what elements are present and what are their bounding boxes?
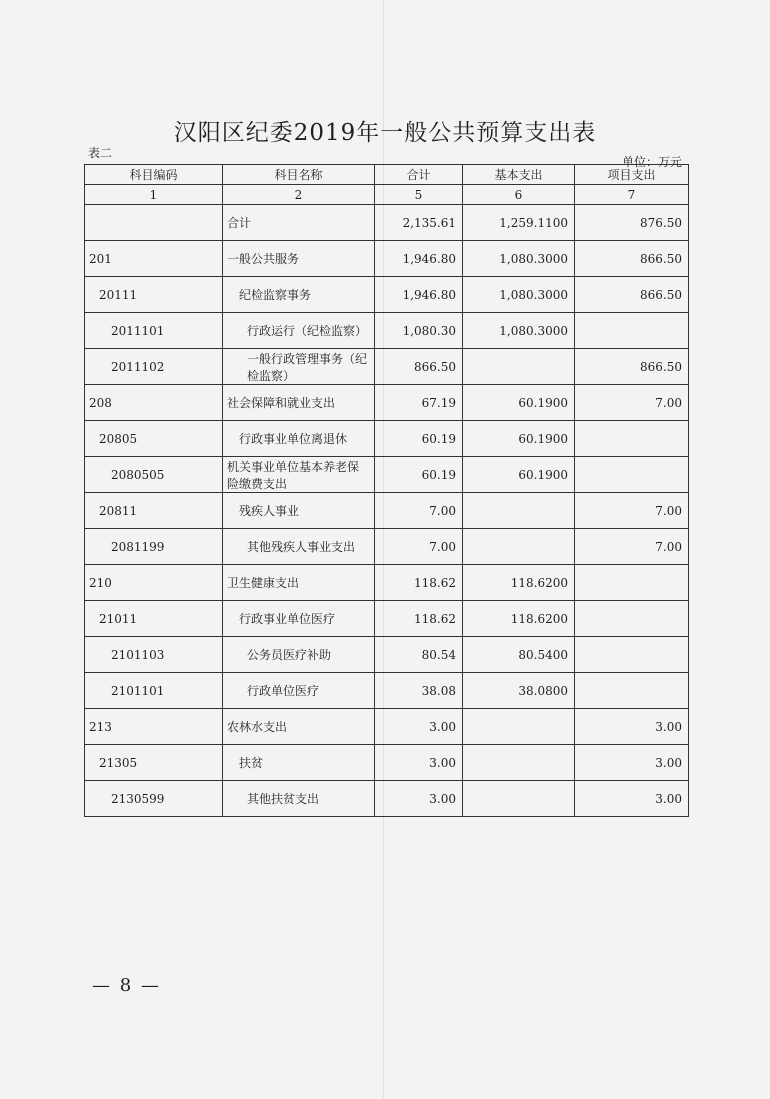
basic-cell: 118.6200 <box>463 565 575 601</box>
basic-cell: 60.1900 <box>463 457 575 493</box>
table-row <box>85 457 689 493</box>
basic-cell <box>463 349 575 385</box>
name-cell: 扶贫 <box>223 745 375 781</box>
column-number: 6 <box>463 185 575 205</box>
table-row <box>85 205 689 241</box>
name-cell: 合计 <box>223 205 375 241</box>
table-row <box>85 277 689 313</box>
page-number: — 8 — <box>92 975 161 996</box>
project-cell: 866.50 <box>575 277 689 313</box>
project-cell: 3.00 <box>575 781 689 817</box>
project-cell <box>575 421 689 457</box>
basic-cell: 1,080.3000 <box>463 277 575 313</box>
name-cell: 社会保障和就业支出 <box>223 385 375 421</box>
project-cell <box>575 565 689 601</box>
basic-cell: 118.6200 <box>463 601 575 637</box>
code-cell: 213 <box>85 709 223 745</box>
table-row <box>85 781 689 817</box>
project-cell: 7.00 <box>575 529 689 565</box>
code-cell: 2081199 <box>85 529 223 565</box>
total-cell: 38.08 <box>375 673 463 709</box>
table-row <box>85 349 689 385</box>
basic-cell: 1,259.1100 <box>463 205 575 241</box>
code-cell: 20811 <box>85 493 223 529</box>
total-cell: 1,080.30 <box>375 313 463 349</box>
table-row <box>85 673 689 709</box>
total-cell: 67.19 <box>375 385 463 421</box>
column-number: 5 <box>375 185 463 205</box>
column-number-row <box>85 185 689 205</box>
header-basic: 基本支出 <box>463 165 575 185</box>
project-cell: 866.50 <box>575 241 689 277</box>
name-cell: 卫生健康支出 <box>223 565 375 601</box>
total-cell: 866.50 <box>375 349 463 385</box>
name-cell: 其他扶贫支出 <box>223 781 375 817</box>
code-cell: 2130599 <box>85 781 223 817</box>
table-row <box>85 313 689 349</box>
header-code: 科目编码 <box>85 165 223 185</box>
total-cell: 1,946.80 <box>375 277 463 313</box>
project-cell: 7.00 <box>575 385 689 421</box>
total-cell: 3.00 <box>375 709 463 745</box>
table-row <box>85 493 689 529</box>
name-cell: 公务员医疗补助 <box>223 637 375 673</box>
table-row <box>85 385 689 421</box>
header-project: 项目支出 <box>575 165 689 185</box>
basic-cell: 60.1900 <box>463 421 575 457</box>
basic-cell: 1,080.3000 <box>463 241 575 277</box>
code-cell: 208 <box>85 385 223 421</box>
project-cell: 7.00 <box>575 493 689 529</box>
total-cell: 60.19 <box>375 457 463 493</box>
total-cell: 1,946.80 <box>375 241 463 277</box>
header-row <box>85 165 689 185</box>
project-cell <box>575 637 689 673</box>
code-cell: 2080505 <box>85 457 223 493</box>
basic-cell <box>463 745 575 781</box>
total-cell: 3.00 <box>375 781 463 817</box>
table-label: 表二 <box>88 146 113 160</box>
table-row <box>85 565 689 601</box>
project-cell <box>575 601 689 637</box>
total-cell: 118.62 <box>375 565 463 601</box>
basic-cell <box>463 709 575 745</box>
budget-table <box>84 164 689 817</box>
header-name: 科目名称 <box>223 165 375 185</box>
project-cell: 3.00 <box>575 709 689 745</box>
code-cell: 21305 <box>85 745 223 781</box>
table-row <box>85 241 689 277</box>
total-cell: 80.54 <box>375 637 463 673</box>
name-cell: 纪检监察事务 <box>223 277 375 313</box>
name-cell: 行政运行（纪检监察） <box>223 313 375 349</box>
name-cell: 一般行政管理事务（纪检监察） <box>223 349 375 385</box>
name-cell: 一般公共服务 <box>223 241 375 277</box>
table-row <box>85 709 689 745</box>
basic-cell <box>463 493 575 529</box>
name-cell: 其他残疾人事业支出 <box>223 529 375 565</box>
total-cell: 7.00 <box>375 493 463 529</box>
column-number: 2 <box>223 185 375 205</box>
name-cell: 行政事业单位离退休 <box>223 421 375 457</box>
name-cell: 机关事业单位基本养老保险缴费支出 <box>223 457 375 493</box>
code-cell: 2011101 <box>85 313 223 349</box>
code-cell: 2101101 <box>85 673 223 709</box>
code-cell: 20805 <box>85 421 223 457</box>
document-title: 汉阳区纪委2019年一般公共预算支出表 <box>173 120 597 146</box>
header-total: 合计 <box>375 165 463 185</box>
table-row <box>85 745 689 781</box>
code-cell: 20111 <box>85 277 223 313</box>
code-cell: 21011 <box>85 601 223 637</box>
project-cell: 876.50 <box>575 205 689 241</box>
name-cell: 行政事业单位医疗 <box>223 601 375 637</box>
total-cell: 2,135.61 <box>375 205 463 241</box>
basic-cell: 38.0800 <box>463 673 575 709</box>
total-cell: 7.00 <box>375 529 463 565</box>
column-number: 7 <box>575 185 689 205</box>
basic-cell <box>463 781 575 817</box>
code-cell: 2101103 <box>85 637 223 673</box>
name-cell: 残疾人事业 <box>223 493 375 529</box>
column-number: 1 <box>85 185 223 205</box>
code-cell <box>85 205 223 241</box>
project-cell: 866.50 <box>575 349 689 385</box>
total-cell: 60.19 <box>375 421 463 457</box>
code-cell: 201 <box>85 241 223 277</box>
table-row <box>85 421 689 457</box>
project-cell <box>575 457 689 493</box>
total-cell: 3.00 <box>375 745 463 781</box>
code-cell: 2011102 <box>85 349 223 385</box>
table-row <box>85 601 689 637</box>
project-cell <box>575 673 689 709</box>
table-row <box>85 637 689 673</box>
project-cell <box>575 313 689 349</box>
basic-cell: 1,080.3000 <box>463 313 575 349</box>
code-cell: 210 <box>85 565 223 601</box>
project-cell: 3.00 <box>575 745 689 781</box>
table-row <box>85 529 689 565</box>
name-cell: 农林水支出 <box>223 709 375 745</box>
unit-label: 单位：万元 <box>622 155 683 169</box>
basic-cell: 80.5400 <box>463 637 575 673</box>
name-cell: 行政单位医疗 <box>223 673 375 709</box>
basic-cell <box>463 529 575 565</box>
total-cell: 118.62 <box>375 601 463 637</box>
basic-cell: 60.1900 <box>463 385 575 421</box>
